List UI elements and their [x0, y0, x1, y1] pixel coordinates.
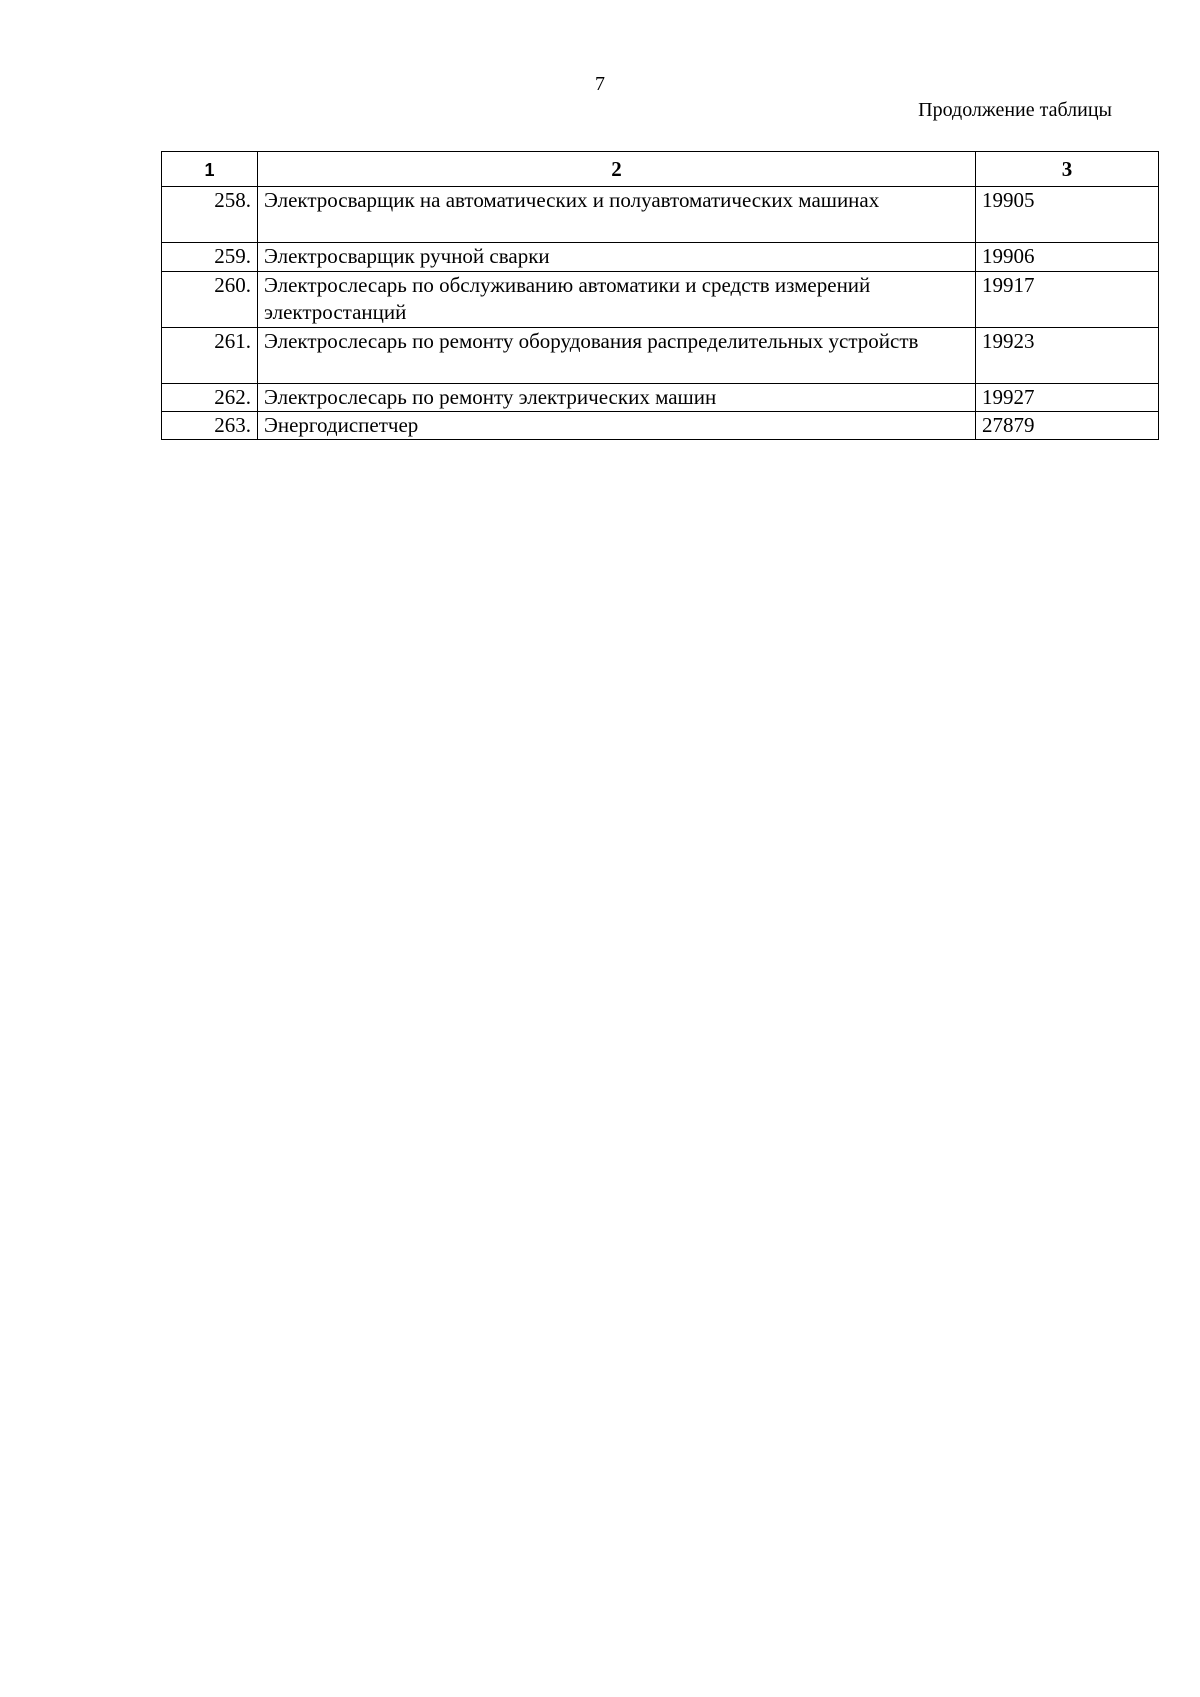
profession-name: Электросварщик на автоматических и полуавтоматических машинах [258, 187, 976, 243]
profession-name: Электрослесарь по ремонту оборудования распределительных устройств [258, 328, 976, 384]
table-header-row [162, 152, 1159, 187]
profession-code: 27879 [976, 412, 1159, 440]
column-header-code: 3 [976, 152, 1159, 187]
table-row [162, 412, 1159, 440]
row-number: 258. [162, 187, 258, 243]
row-number: 259. [162, 243, 258, 272]
profession-code: 19917 [976, 272, 1159, 328]
profession-name: Энергодиспетчер [258, 412, 976, 440]
table-row [162, 384, 1159, 412]
row-number: 262. [162, 384, 258, 412]
table-row [162, 187, 1159, 243]
column-header-number: 1 [162, 152, 258, 187]
profession-name: Электрослесарь по ремонту электрических машин [258, 384, 976, 412]
row-number: 261. [162, 328, 258, 384]
table-row [162, 272, 1159, 328]
table-continuation-label: Продолжение таблицы [918, 99, 1112, 121]
page-number: 7 [595, 73, 605, 95]
row-number: 263. [162, 412, 258, 440]
profession-code: 19923 [976, 328, 1159, 384]
profession-code: 19927 [976, 384, 1159, 412]
profession-name: Электросварщик ручной сварки [258, 243, 976, 272]
table-row [162, 328, 1159, 384]
row-number: 260. [162, 272, 258, 328]
profession-code: 19905 [976, 187, 1159, 243]
column-header-name: 2 [258, 152, 976, 187]
profession-code: 19906 [976, 243, 1159, 272]
profession-name: Электрослесарь по обслуживанию автоматики и средств измерений электростанций [258, 272, 976, 328]
professions-table [161, 151, 1159, 440]
table-row [162, 243, 1159, 272]
